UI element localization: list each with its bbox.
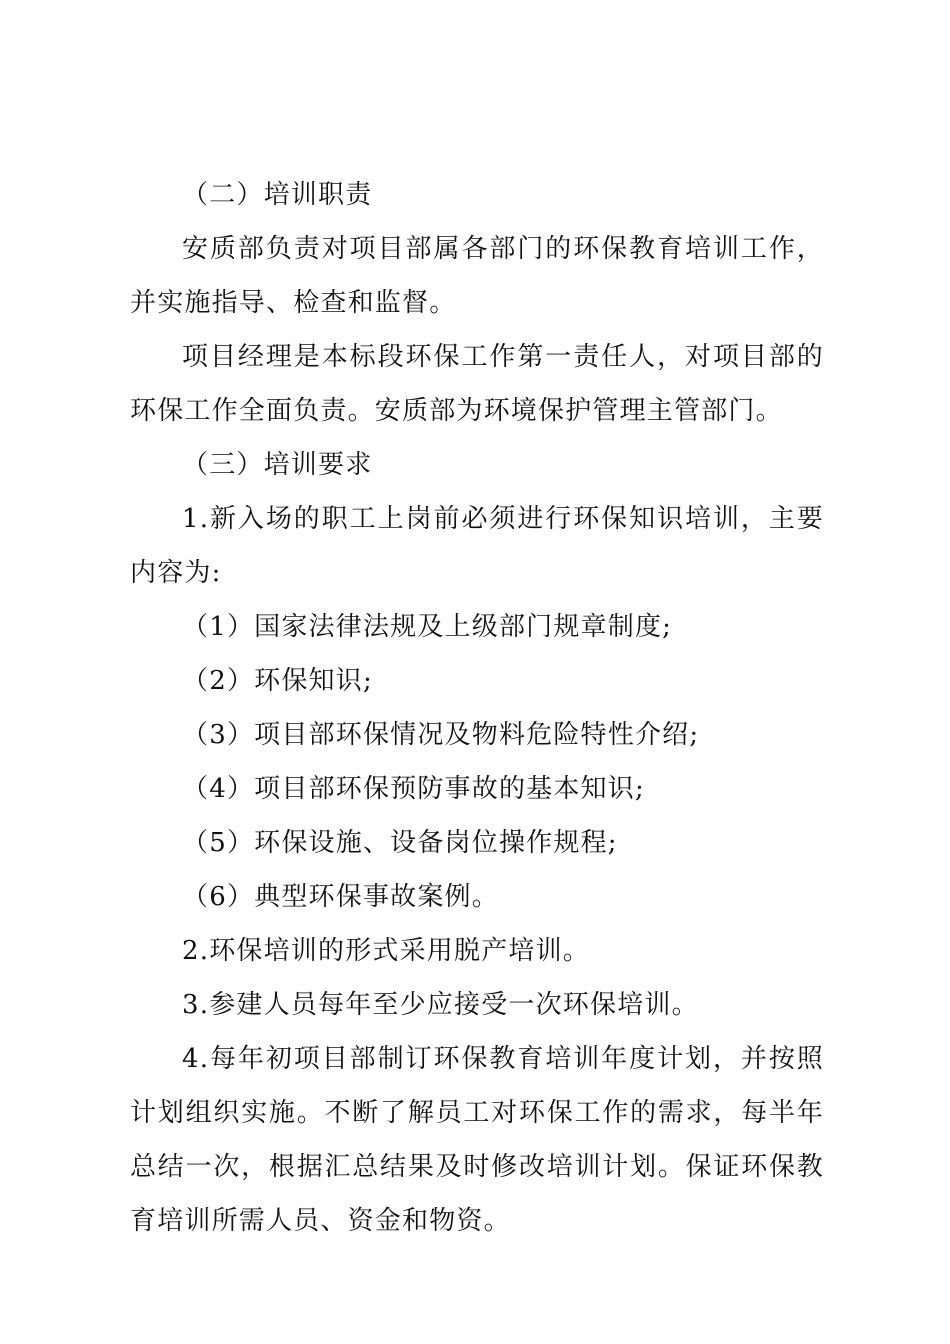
list-item-annual-plan: 4.每年初项目部制订环保教育培训年度计划，并按照计划组织实施。不断了解员工对环保工作的需求，每半年总结一次，根据汇总结果及时修改培训计划。保证环保教育培训所需人员、资金和物资。: [130, 1044, 824, 1236]
paragraph-project-manager-responsibility: 项目经理是本标段环保工作第一责任人，对项目部的环保工作全面负责。安质部为环境保护管理主管部门。: [130, 342, 824, 426]
list-item-training-format: 2.环保培训的形式采用脱产培训。: [182, 936, 591, 966]
sub-item-project-env-status: （3）项目部环保情况及物料危险特性介绍;: [182, 720, 700, 750]
sub-item-accident-cases: （6）典型环保事故案例。: [182, 882, 499, 912]
paragraph-safety-dept-responsibility: 安质部负责对项目部属各部门的环保教育培训工作，并实施指导、检查和监督。: [130, 234, 824, 318]
sub-item-laws-regulations: （1）国家法律法规及上级部门规章制度;: [182, 612, 673, 642]
list-item-annual-training: 3.参建人员每年至少应接受一次环保培训。: [182, 990, 699, 1020]
list-item-new-staff-training: 1.新入场的职工上岗前必须进行环保知识培训，主要内容为:: [130, 504, 824, 588]
sub-item-operating-procedures: （5）环保设施、设备岗位操作规程;: [182, 828, 618, 858]
section-heading-training-requirements: （三）培训要求: [182, 450, 373, 480]
sub-item-accident-prevention: （4）项目部环保预防事故的基本知识;: [182, 774, 645, 804]
sub-item-env-knowledge: （2）环保知识;: [182, 666, 373, 696]
document-body: [130, 168, 824, 1248]
section-heading-training-duties: （二）培训职责: [182, 180, 373, 210]
